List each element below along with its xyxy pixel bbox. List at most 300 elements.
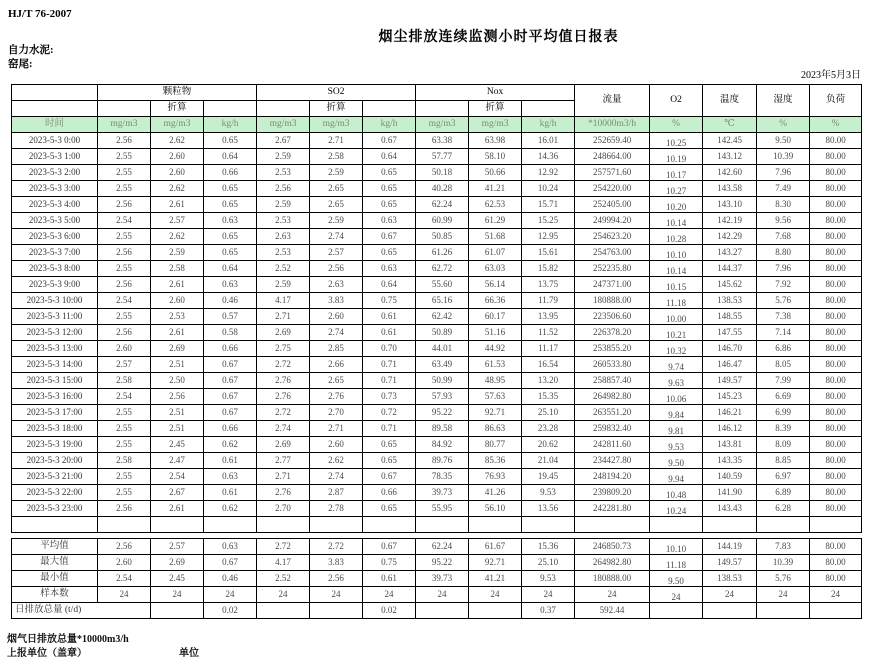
value-cell: 3.83 [310,293,363,309]
value-cell: 2.70 [257,501,310,517]
value-cell: 10.21 [650,325,703,341]
value-cell: 50.89 [416,325,469,341]
value-cell: 142.60 [703,165,757,181]
summary-value-cell: 0.46 [204,571,257,587]
value-cell: 80.00 [810,197,862,213]
data-row [12,197,862,213]
summary-value-cell: 41.21 [469,571,522,587]
flue-daily-total-note: 烟气日排放总量*10000m3/h [7,634,129,645]
value-cell: 80.00 [810,261,862,277]
value-cell: 2.59 [151,245,204,261]
value-cell: 2.55 [98,485,151,501]
daily-total-cell: 592.44 [575,603,650,619]
value-cell: 7.49 [757,181,810,197]
nox-converted-label: 折算 [469,101,522,117]
value-cell: 8.39 [757,421,810,437]
unit-label: 单位 [179,648,199,659]
blank-cell [151,517,204,533]
data-row [12,277,862,293]
value-cell: 6.28 [757,501,810,517]
daily-total-cell [257,603,310,619]
value-cell: 149.57 [703,373,757,389]
value-cell: 15.71 [522,197,575,213]
value-cell: 2.61 [151,501,204,517]
value-cell: 2.56 [98,501,151,517]
time-cell: 2023-5-3 16:00 [12,389,98,405]
value-cell: 10.14 [650,213,703,229]
value-cell: 2.56 [98,197,151,213]
value-cell: 143.35 [703,453,757,469]
time-cell: 2023-5-3 21:00 [12,469,98,485]
summary-value-cell: 24 [810,587,862,603]
value-cell: 2.74 [310,229,363,245]
value-cell: 2.72 [257,405,310,421]
value-cell: 2.62 [310,453,363,469]
value-cell: 51.68 [469,229,522,245]
value-cell: 2.62 [151,133,204,149]
value-cell: 2.55 [98,309,151,325]
value-cell: 2.69 [257,437,310,453]
value-cell: 41.21 [469,181,522,197]
value-cell: 2.50 [151,373,204,389]
unit-row [12,117,862,133]
report-unit-label: 上报单位（盖章） [7,648,87,659]
summary-value-cell: 2.60 [98,555,151,571]
summary-value-cell: 15.36 [522,539,575,555]
value-cell: 2.56 [310,261,363,277]
value-cell: 253855.20 [575,341,650,357]
value-cell: 2.69 [151,341,204,357]
time-cell: 2023-5-3 13:00 [12,341,98,357]
value-cell: 12.92 [522,165,575,181]
pm-converted-label: 折算 [151,101,204,117]
value-cell: 0.71 [363,357,416,373]
value-cell: 62.53 [469,197,522,213]
value-cell: 84.92 [416,437,469,453]
value-cell: 55.60 [416,277,469,293]
value-cell: 60.99 [416,213,469,229]
value-cell: 0.64 [363,149,416,165]
value-cell: 16.54 [522,357,575,373]
data-row [12,181,862,197]
value-cell: 39.73 [416,485,469,501]
value-cell: 5.76 [757,293,810,309]
blank-cell [310,517,363,533]
value-cell: 0.61 [204,453,257,469]
unit-cell: kg/h [204,117,257,133]
value-cell: 0.65 [363,165,416,181]
value-cell: 142.29 [703,229,757,245]
col-humidity: 湿度 [757,85,810,117]
value-cell: 62.42 [416,309,469,325]
value-cell: 2.71 [257,469,310,485]
value-cell: 143.12 [703,149,757,165]
group-pm: 颗粒物 [98,85,257,101]
value-cell: 2.63 [257,229,310,245]
data-row [12,373,862,389]
summary-value-cell: 24 [469,587,522,603]
value-cell: 146.12 [703,421,757,437]
value-cell: 0.66 [204,421,257,437]
value-cell: 252659.40 [575,133,650,149]
value-cell: 2.55 [98,405,151,421]
value-cell: 2.65 [310,373,363,389]
value-cell: 0.67 [204,357,257,373]
value-cell: 80.00 [810,373,862,389]
value-cell: 0.65 [363,437,416,453]
value-cell: 56.14 [469,277,522,293]
daily-total-cell [703,603,757,619]
value-cell: 11.18 [650,293,703,309]
value-cell: 51.16 [469,325,522,341]
value-cell: 248194.20 [575,469,650,485]
value-cell: 80.00 [810,485,862,501]
value-cell: 80.00 [810,437,862,453]
value-cell: 14.36 [522,149,575,165]
value-cell: 2.59 [257,277,310,293]
value-cell: 2.54 [98,389,151,405]
value-cell: 7.92 [757,277,810,293]
value-cell: 2.74 [257,421,310,437]
value-cell: 0.64 [363,277,416,293]
blank-cell [12,517,98,533]
value-cell: 0.61 [363,309,416,325]
value-cell: 254763.00 [575,245,650,261]
unit-cell: mg/m3 [469,117,522,133]
value-cell: 80.00 [810,421,862,437]
value-cell: 143.27 [703,245,757,261]
value-cell: 180888.00 [575,293,650,309]
data-row [12,229,862,245]
time-col-blank [12,85,98,101]
daily-total-label: 日排放总量 (t/d) [12,603,151,619]
value-cell: 0.65 [363,453,416,469]
value-cell: 80.00 [810,165,862,181]
time-cell: 2023-5-3 4:00 [12,197,98,213]
summary-value-cell: 2.52 [257,571,310,587]
value-cell: 16.01 [522,133,575,149]
value-cell: 0.67 [204,389,257,405]
daily-total-cell [469,603,522,619]
table-area [7,84,862,661]
value-cell: 56.10 [469,501,522,517]
value-cell: 76.93 [469,469,522,485]
value-cell: 2.57 [98,357,151,373]
data-row [12,485,862,501]
value-cell: 0.63 [204,277,257,293]
value-cell: 10.48 [650,485,703,501]
value-cell: 0.67 [204,373,257,389]
value-cell: 2.63 [310,277,363,293]
value-cell: 2.72 [257,357,310,373]
value-cell: 63.49 [416,357,469,373]
data-row [12,501,862,517]
summary-value-cell: 3.83 [310,555,363,571]
data-row [12,389,862,405]
data-row [12,261,862,277]
summary-value-cell: 7.83 [757,539,810,555]
value-cell: 10.06 [650,389,703,405]
value-cell: 7.99 [757,373,810,389]
value-cell: 44.92 [469,341,522,357]
value-cell: 0.65 [363,245,416,261]
summary-value-cell: 149.57 [703,555,757,571]
value-cell: 0.63 [204,213,257,229]
value-cell: 146.70 [703,341,757,357]
value-cell: 2.60 [151,293,204,309]
value-cell: 0.65 [204,229,257,245]
time-cell: 2023-5-3 1:00 [12,149,98,165]
value-cell: 264982.80 [575,389,650,405]
value-cell: 80.00 [810,149,862,165]
daily-total-row [12,603,862,619]
value-cell: 0.62 [204,437,257,453]
summary-value-cell: 2.45 [151,571,204,587]
value-cell: 9.94 [650,469,703,485]
value-cell: 2.55 [98,229,151,245]
value-cell: 2.61 [151,325,204,341]
blank-cell [416,517,469,533]
value-cell: 9.53 [522,485,575,501]
summary-label: 样本数 [12,587,98,603]
summary-row [12,539,862,555]
value-cell: 0.65 [363,181,416,197]
value-cell: 242281.80 [575,501,650,517]
summary-value-cell: 24 [257,587,310,603]
summary-label: 平均值 [12,539,98,555]
value-cell: 2.56 [98,245,151,261]
value-cell: 145.62 [703,277,757,293]
daily-total-cell [416,603,469,619]
time-cell: 2023-5-3 5:00 [12,213,98,229]
summary-value-cell: 24 [650,587,703,603]
blank-cell [703,517,757,533]
value-cell: 0.65 [204,133,257,149]
value-cell: 80.77 [469,437,522,453]
summary-value-cell: 2.54 [98,571,151,587]
summary-value-cell: 10.10 [650,539,703,555]
so2-converted-label: 折算 [310,101,363,117]
value-cell: 11.17 [522,341,575,357]
value-cell: 10.17 [650,165,703,181]
time-cell: 2023-5-3 8:00 [12,261,98,277]
value-cell: 63.98 [469,133,522,149]
unit-cell: *10000m3/h [575,117,650,133]
blank-cell [810,517,862,533]
summary-value-cell: 95.22 [416,555,469,571]
data-row [12,469,862,485]
value-cell: 2.45 [151,437,204,453]
value-cell: 2.55 [98,421,151,437]
summary-value-cell: 24 [757,587,810,603]
value-cell: 15.35 [522,389,575,405]
value-cell: 11.52 [522,325,575,341]
value-cell: 0.64 [204,261,257,277]
value-cell: 2.55 [98,165,151,181]
value-cell: 263551.20 [575,405,650,421]
data-row [12,149,862,165]
unit-cell: kg/h [363,117,416,133]
value-cell: 0.67 [204,405,257,421]
summary-value-cell: 264982.80 [575,555,650,571]
value-cell: 254220.00 [575,181,650,197]
value-cell: 0.63 [204,469,257,485]
value-cell: 10.28 [650,229,703,245]
value-cell: 2.75 [257,341,310,357]
value-cell: 10.39 [757,149,810,165]
value-cell: 6.99 [757,405,810,421]
blank-row [12,517,862,533]
data-row [12,165,862,181]
value-cell: 12.95 [522,229,575,245]
value-cell: 10.19 [650,149,703,165]
time-cell: 2023-5-3 22:00 [12,485,98,501]
value-cell: 2.78 [310,501,363,517]
value-cell: 10.10 [650,245,703,261]
value-cell: 2.51 [151,405,204,421]
daily-total-cell [650,603,703,619]
value-cell: 61.07 [469,245,522,261]
value-cell: 2.55 [98,437,151,453]
col-load: 负荷 [810,85,862,117]
value-cell: 7.96 [757,165,810,181]
value-cell: 223506.60 [575,309,650,325]
value-cell: 66.36 [469,293,522,309]
summary-value-cell: 10.39 [757,555,810,571]
value-cell: 0.65 [204,181,257,197]
summary-value-cell: 180888.00 [575,571,650,587]
value-cell: 2.60 [310,437,363,453]
value-cell: 9.81 [650,421,703,437]
data-row [12,325,862,341]
data-row [12,309,862,325]
summary-row [12,555,862,571]
value-cell: 9.50 [757,133,810,149]
value-cell: 7.68 [757,229,810,245]
data-row [12,357,862,373]
value-cell: 259832.40 [575,421,650,437]
summary-value-cell: 0.67 [204,555,257,571]
value-cell: 142.45 [703,133,757,149]
value-cell: 0.65 [204,197,257,213]
time-cell: 2023-5-3 19:00 [12,437,98,453]
blank-cell [757,517,810,533]
value-cell: 0.66 [363,485,416,501]
unit-cell: kg/h [522,117,575,133]
value-cell: 2.57 [310,245,363,261]
value-cell: 2.61 [151,277,204,293]
value-cell: 10.27 [650,181,703,197]
time-cell: 2023-5-3 17:00 [12,405,98,421]
value-cell: 2.52 [257,261,310,277]
value-cell: 2.69 [257,325,310,341]
value-cell: 2.61 [151,197,204,213]
data-row [12,421,862,437]
value-cell: 2.62 [151,181,204,197]
value-cell: 2.71 [310,133,363,149]
summary-value-cell: 92.71 [469,555,522,571]
value-cell: 80.00 [810,453,862,469]
summary-value-cell: 9.50 [650,571,703,587]
value-cell: 78.35 [416,469,469,485]
value-cell: 8.80 [757,245,810,261]
unit-cell: mg/m3 [151,117,204,133]
blank-cell [650,517,703,533]
summary-value-cell: 24 [98,587,151,603]
time-cell: 2023-5-3 2:00 [12,165,98,181]
value-cell: 50.99 [416,373,469,389]
value-cell: 9.53 [650,437,703,453]
summary-value-cell: 2.69 [151,555,204,571]
value-cell: 2.76 [257,389,310,405]
value-cell: 0.62 [204,501,257,517]
value-cell: 2.70 [310,405,363,421]
value-cell: 234427.80 [575,453,650,469]
value-cell: 2.53 [257,245,310,261]
value-cell: 2.76 [257,485,310,501]
value-cell: 80.00 [810,245,862,261]
value-cell: 80.00 [810,213,862,229]
value-cell: 86.63 [469,421,522,437]
summary-value-cell: 39.73 [416,571,469,587]
value-cell: 2.53 [151,309,204,325]
value-cell: 0.67 [363,133,416,149]
value-cell: 10.24 [650,501,703,517]
data-row [12,437,862,453]
value-cell: 21.04 [522,453,575,469]
value-cell: 148.55 [703,309,757,325]
value-cell: 2.58 [151,261,204,277]
summary-value-cell: 80.00 [810,571,862,587]
value-cell: 8.09 [757,437,810,453]
value-cell: 65.16 [416,293,469,309]
unit-cell: % [810,117,862,133]
value-cell: 6.69 [757,389,810,405]
value-cell: 13.95 [522,309,575,325]
value-cell: 226378.20 [575,325,650,341]
summary-value-cell: 0.75 [363,555,416,571]
summary-row [12,571,862,587]
value-cell: 10.32 [650,341,703,357]
unit-cell: ℃ [703,117,757,133]
summary-value-cell: 80.00 [810,539,862,555]
daily-total-cell: 0.02 [363,603,416,619]
data-table [11,84,862,533]
time-cell: 2023-5-3 23:00 [12,501,98,517]
value-cell: 0.67 [363,229,416,245]
daily-total-cell: 0.02 [204,603,257,619]
value-cell: 143.43 [703,501,757,517]
time-col-header: 时间 [12,117,98,133]
time-cell: 2023-5-3 10:00 [12,293,98,309]
blank-cell [98,517,151,533]
value-cell: 2.51 [151,357,204,373]
value-cell: 95.22 [416,405,469,421]
value-cell: 15.61 [522,245,575,261]
value-cell: 13.75 [522,277,575,293]
summary-value-cell: 4.17 [257,555,310,571]
value-cell: 2.55 [98,261,151,277]
value-cell: 2.56 [98,277,151,293]
value-cell: 0.65 [363,501,416,517]
unit-cell: mg/m3 [310,117,363,133]
value-cell: 8.05 [757,357,810,373]
value-cell: 50.66 [469,165,522,181]
time-cell: 2023-5-3 18:00 [12,421,98,437]
value-cell: 0.58 [204,325,257,341]
time-cell: 2023-5-3 14:00 [12,357,98,373]
daily-total-cell [757,603,810,619]
